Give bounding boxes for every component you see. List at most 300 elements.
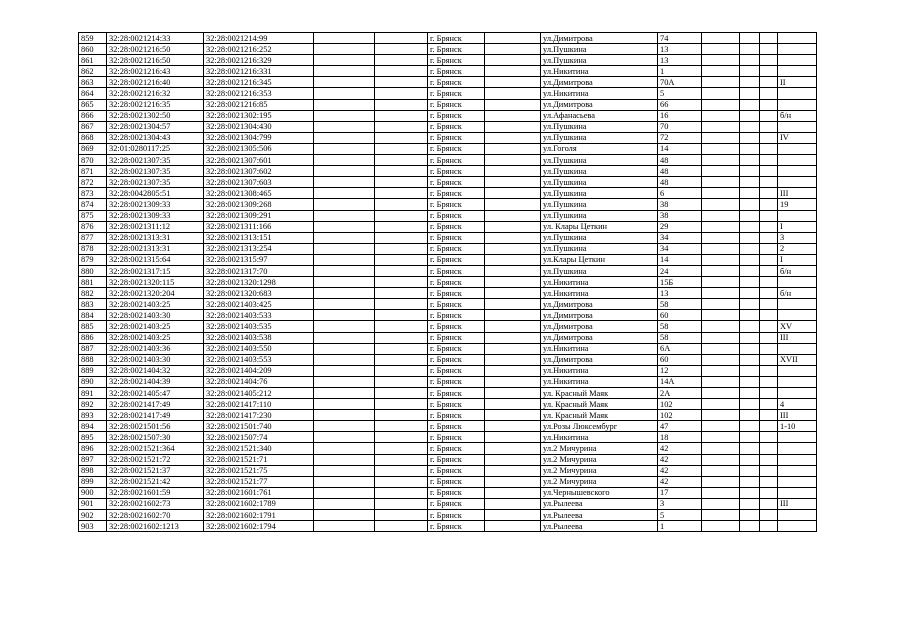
table-row: [79, 354, 817, 365]
house-number-cell: 70А: [658, 77, 702, 88]
empty-cell-f: [760, 432, 778, 443]
empty-cell-b: [375, 510, 428, 521]
city-cell: г. Брянск: [428, 443, 485, 454]
empty-cell-b: [375, 476, 428, 487]
table-row: [79, 465, 817, 476]
street-cell: ул.Пушкина: [541, 210, 658, 221]
object-cadastral-number-cell: 32:28:0021304:430: [204, 121, 314, 132]
premises-cell: [778, 155, 817, 166]
house-number-cell: 66: [658, 99, 702, 110]
empty-cell-a: [314, 421, 375, 432]
premises-cell: II: [778, 77, 817, 88]
empty-cell-d: [702, 243, 740, 254]
house-number-cell: 16: [658, 110, 702, 121]
premises-cell: [778, 376, 817, 387]
land-cadastral-number-cell: 32:28:0021521:42: [107, 476, 204, 487]
empty-cell-e: [740, 199, 760, 210]
row-number-cell: 867: [79, 121, 107, 132]
row-number-cell: 879: [79, 254, 107, 265]
empty-cell-d: [702, 66, 740, 77]
table-row: [79, 299, 817, 310]
premises-cell: [778, 88, 817, 99]
empty-cell-c: [485, 66, 541, 77]
empty-cell-d: [702, 77, 740, 88]
empty-cell-e: [740, 33, 760, 44]
empty-cell-c: [485, 188, 541, 199]
land-cadastral-number-cell: 32:28:0021404:39: [107, 376, 204, 387]
empty-cell-a: [314, 288, 375, 299]
empty-cell-a: [314, 332, 375, 343]
land-cadastral-number-cell: 32:28:0021602:1213: [107, 521, 204, 532]
house-number-cell: 14А: [658, 376, 702, 387]
empty-cell-f: [760, 277, 778, 288]
street-cell: ул.Рылеева: [541, 498, 658, 509]
premises-cell: XV: [778, 321, 817, 332]
empty-cell-d: [702, 399, 740, 410]
empty-cell-d: [702, 143, 740, 154]
empty-cell-f: [760, 77, 778, 88]
land-cadastral-number-cell: 32:28:0021403:25: [107, 332, 204, 343]
empty-cell-e: [740, 177, 760, 188]
table-row: [79, 498, 817, 509]
empty-cell-e: [740, 498, 760, 509]
empty-cell-d: [702, 210, 740, 221]
empty-cell-f: [760, 99, 778, 110]
empty-cell-c: [485, 465, 541, 476]
empty-cell-e: [740, 188, 760, 199]
object-cadastral-number-cell: 32:28:0021304:799: [204, 132, 314, 143]
object-cadastral-number-cell: 32:28:0021317:70: [204, 265, 314, 276]
row-number-cell: 889: [79, 365, 107, 376]
house-number-cell: 48: [658, 155, 702, 166]
city-cell: г. Брянск: [428, 421, 485, 432]
table-row: [79, 277, 817, 288]
premises-cell: [778, 510, 817, 521]
table-row: [79, 243, 817, 254]
empty-cell-b: [375, 177, 428, 188]
empty-cell-b: [375, 321, 428, 332]
empty-cell-f: [760, 44, 778, 55]
empty-cell-e: [740, 332, 760, 343]
street-cell: ул.Пушкина: [541, 188, 658, 199]
object-cadastral-number-cell: 32:28:0021307:602: [204, 166, 314, 177]
row-number-cell: 860: [79, 44, 107, 55]
city-cell: г. Брянск: [428, 399, 485, 410]
empty-cell-d: [702, 343, 740, 354]
object-cadastral-number-cell: 32:28:0021602:1794: [204, 521, 314, 532]
row-number-cell: 870: [79, 155, 107, 166]
table-row: [79, 332, 817, 343]
street-cell: ул.Никитина: [541, 365, 658, 376]
empty-cell-b: [375, 432, 428, 443]
city-cell: г. Брянск: [428, 288, 485, 299]
empty-cell-e: [740, 143, 760, 154]
empty-cell-c: [485, 365, 541, 376]
house-number-cell: 60: [658, 354, 702, 365]
empty-cell-b: [375, 132, 428, 143]
table-row: [79, 310, 817, 321]
land-cadastral-number-cell: 32:28:0021403:30: [107, 354, 204, 365]
empty-cell-b: [375, 443, 428, 454]
city-cell: г. Брянск: [428, 343, 485, 354]
city-cell: г. Брянск: [428, 321, 485, 332]
land-cadastral-number-cell: 32:28:0021307:35: [107, 177, 204, 188]
street-cell: ул.Димитрова: [541, 33, 658, 44]
empty-cell-a: [314, 376, 375, 387]
empty-cell-b: [375, 243, 428, 254]
empty-cell-e: [740, 288, 760, 299]
empty-cell-f: [760, 310, 778, 321]
object-cadastral-number-cell: 32:28:0021521:71: [204, 454, 314, 465]
premises-cell: [778, 33, 817, 44]
empty-cell-a: [314, 343, 375, 354]
street-cell: ул.Пушкина: [541, 166, 658, 177]
empty-cell-a: [314, 132, 375, 143]
street-cell: ул.Никитина: [541, 376, 658, 387]
empty-cell-a: [314, 388, 375, 399]
table-row: [79, 421, 817, 432]
object-cadastral-number-cell: 32:28:0021307:601: [204, 155, 314, 166]
table-row: [79, 99, 817, 110]
row-number-cell: 898: [79, 465, 107, 476]
empty-cell-f: [760, 66, 778, 77]
street-cell: ул.Никитина: [541, 66, 658, 77]
table-row: [79, 77, 817, 88]
empty-cell-b: [375, 288, 428, 299]
empty-cell-f: [760, 299, 778, 310]
house-number-cell: 38: [658, 199, 702, 210]
premises-cell: [778, 299, 817, 310]
table-row: [79, 88, 817, 99]
row-number-cell: 872: [79, 177, 107, 188]
empty-cell-d: [702, 188, 740, 199]
house-number-cell: 42: [658, 465, 702, 476]
city-cell: г. Брянск: [428, 332, 485, 343]
table-row: [79, 521, 817, 532]
empty-cell-e: [740, 44, 760, 55]
land-cadastral-number-cell: 32:28:0021521:37: [107, 465, 204, 476]
premises-cell: [778, 487, 817, 498]
object-cadastral-number-cell: 32:28:0021313:254: [204, 243, 314, 254]
premises-cell: 19: [778, 199, 817, 210]
empty-cell-a: [314, 254, 375, 265]
empty-cell-f: [760, 421, 778, 432]
property-register-table: [78, 32, 817, 532]
row-number-cell: 884: [79, 310, 107, 321]
street-cell: ул.2 Мичурина: [541, 443, 658, 454]
street-cell: ул.2 Мичурина: [541, 454, 658, 465]
table-row: [79, 288, 817, 299]
empty-cell-f: [760, 121, 778, 132]
table-row: [79, 365, 817, 376]
empty-cell-e: [740, 232, 760, 243]
empty-cell-a: [314, 210, 375, 221]
row-number-cell: 881: [79, 277, 107, 288]
premises-cell: [778, 343, 817, 354]
street-cell: ул.Рылеева: [541, 510, 658, 521]
land-cadastral-number-cell: 32:28:0021302:50: [107, 110, 204, 121]
city-cell: г. Брянск: [428, 354, 485, 365]
table-row: [79, 399, 817, 410]
empty-cell-c: [485, 88, 541, 99]
street-cell: ул.Димитрова: [541, 321, 658, 332]
premises-cell: [778, 44, 817, 55]
premises-cell: III: [778, 332, 817, 343]
row-number-cell: 890: [79, 376, 107, 387]
empty-cell-b: [375, 354, 428, 365]
land-cadastral-number-cell: 32:28:0021216:32: [107, 88, 204, 99]
empty-cell-c: [485, 232, 541, 243]
row-number-cell: 899: [79, 476, 107, 487]
empty-cell-a: [314, 77, 375, 88]
land-cadastral-number-cell: 32:28:0021417:49: [107, 410, 204, 421]
empty-cell-e: [740, 476, 760, 487]
row-number-cell: 903: [79, 521, 107, 532]
city-cell: г. Брянск: [428, 33, 485, 44]
premises-cell: б/н: [778, 110, 817, 121]
empty-cell-f: [760, 33, 778, 44]
empty-cell-a: [314, 521, 375, 532]
empty-cell-e: [740, 77, 760, 88]
empty-cell-d: [702, 121, 740, 132]
house-number-cell: 74: [658, 33, 702, 44]
land-cadastral-number-cell: 32:28:0021602:73: [107, 498, 204, 509]
street-cell: ул.Пушкина: [541, 199, 658, 210]
house-number-cell: 42: [658, 454, 702, 465]
empty-cell-a: [314, 321, 375, 332]
premises-cell: б/н: [778, 288, 817, 299]
object-cadastral-number-cell: 32:28:0021216:345: [204, 77, 314, 88]
land-cadastral-number-cell: 32:28:0021216:43: [107, 66, 204, 77]
city-cell: г. Брянск: [428, 99, 485, 110]
empty-cell-c: [485, 410, 541, 421]
document-page: [78, 32, 817, 532]
empty-cell-d: [702, 265, 740, 276]
empty-cell-c: [485, 166, 541, 177]
street-cell: ул.Пушкина: [541, 232, 658, 243]
empty-cell-f: [760, 399, 778, 410]
city-cell: г. Брянск: [428, 510, 485, 521]
empty-cell-b: [375, 454, 428, 465]
empty-cell-b: [375, 77, 428, 88]
row-number-cell: 871: [79, 166, 107, 177]
empty-cell-f: [760, 410, 778, 421]
row-number-cell: 875: [79, 210, 107, 221]
city-cell: г. Брянск: [428, 454, 485, 465]
empty-cell-e: [740, 121, 760, 132]
house-number-cell: 34: [658, 232, 702, 243]
city-cell: г. Брянск: [428, 476, 485, 487]
land-cadastral-number-cell: 32:28:0021307:35: [107, 155, 204, 166]
empty-cell-e: [740, 55, 760, 66]
premises-cell: [778, 166, 817, 177]
empty-cell-f: [760, 510, 778, 521]
house-number-cell: 6А: [658, 343, 702, 354]
house-number-cell: 3: [658, 498, 702, 509]
empty-cell-e: [740, 310, 760, 321]
table-body: [79, 33, 817, 532]
object-cadastral-number-cell: 32:28:0021302:195: [204, 110, 314, 121]
empty-cell-c: [485, 443, 541, 454]
empty-cell-f: [760, 199, 778, 210]
table-row: [79, 155, 817, 166]
empty-cell-f: [760, 132, 778, 143]
object-cadastral-number-cell: 32:28:0021501:740: [204, 421, 314, 432]
empty-cell-b: [375, 399, 428, 410]
city-cell: г. Брянск: [428, 166, 485, 177]
empty-cell-a: [314, 243, 375, 254]
empty-cell-d: [702, 376, 740, 387]
table-row: [79, 388, 817, 399]
empty-cell-f: [760, 288, 778, 299]
empty-cell-d: [702, 521, 740, 532]
street-cell: ул. Красный Маяк: [541, 399, 658, 410]
street-cell: ул.Пушкина: [541, 121, 658, 132]
house-number-cell: 47: [658, 421, 702, 432]
empty-cell-a: [314, 66, 375, 77]
land-cadastral-number-cell: 32:28:0021417:49: [107, 399, 204, 410]
empty-cell-f: [760, 332, 778, 343]
empty-cell-a: [314, 232, 375, 243]
house-number-cell: 2А: [658, 388, 702, 399]
land-cadastral-number-cell: 32:28:0021216:35: [107, 99, 204, 110]
empty-cell-e: [740, 66, 760, 77]
city-cell: г. Брянск: [428, 487, 485, 498]
empty-cell-d: [702, 166, 740, 177]
empty-cell-b: [375, 188, 428, 199]
empty-cell-e: [740, 166, 760, 177]
table-row: [79, 110, 817, 121]
row-number-cell: 880: [79, 265, 107, 276]
row-number-cell: 900: [79, 487, 107, 498]
object-cadastral-number-cell: 32:28:0021403:425: [204, 299, 314, 310]
city-cell: г. Брянск: [428, 254, 485, 265]
empty-cell-b: [375, 66, 428, 77]
land-cadastral-number-cell: 32:01:0280117:25: [107, 143, 204, 154]
table-row: [79, 454, 817, 465]
object-cadastral-number-cell: 32:28:0021403:535: [204, 321, 314, 332]
table-row: [79, 210, 817, 221]
empty-cell-d: [702, 254, 740, 265]
premises-cell: IV: [778, 132, 817, 143]
empty-cell-d: [702, 443, 740, 454]
empty-cell-c: [485, 476, 541, 487]
object-cadastral-number-cell: 32:28:0021403:533: [204, 310, 314, 321]
row-number-cell: 865: [79, 99, 107, 110]
street-cell: ул.Гоголя: [541, 143, 658, 154]
land-cadastral-number-cell: 32:28:0021403:25: [107, 321, 204, 332]
object-cadastral-number-cell: 32:28:0021404:76: [204, 376, 314, 387]
table-row: [79, 66, 817, 77]
empty-cell-a: [314, 166, 375, 177]
city-cell: г. Брянск: [428, 66, 485, 77]
object-cadastral-number-cell: 32:28:0021320:683: [204, 288, 314, 299]
empty-cell-a: [314, 221, 375, 232]
city-cell: г. Брянск: [428, 77, 485, 88]
empty-cell-c: [485, 343, 541, 354]
empty-cell-a: [314, 265, 375, 276]
house-number-cell: 17: [658, 487, 702, 498]
object-cadastral-number-cell: 32:28:0021521:77: [204, 476, 314, 487]
empty-cell-c: [485, 110, 541, 121]
empty-cell-c: [485, 221, 541, 232]
premises-cell: [778, 55, 817, 66]
empty-cell-d: [702, 421, 740, 432]
empty-cell-d: [702, 44, 740, 55]
empty-cell-e: [740, 243, 760, 254]
house-number-cell: 60: [658, 310, 702, 321]
premises-cell: [778, 365, 817, 376]
row-number-cell: 878: [79, 243, 107, 254]
house-number-cell: 18: [658, 432, 702, 443]
empty-cell-b: [375, 421, 428, 432]
street-cell: ул.Пушкина: [541, 55, 658, 66]
empty-cell-a: [314, 410, 375, 421]
empty-cell-b: [375, 110, 428, 121]
empty-cell-c: [485, 243, 541, 254]
empty-cell-c: [485, 376, 541, 387]
empty-cell-e: [740, 421, 760, 432]
house-number-cell: 42: [658, 476, 702, 487]
table-row: [79, 510, 817, 521]
house-number-cell: 13: [658, 55, 702, 66]
empty-cell-d: [702, 232, 740, 243]
object-cadastral-number-cell: 32:28:0021216:85: [204, 99, 314, 110]
city-cell: г. Брянск: [428, 155, 485, 166]
city-cell: г. Брянск: [428, 177, 485, 188]
city-cell: г. Брянск: [428, 498, 485, 509]
empty-cell-c: [485, 432, 541, 443]
empty-cell-b: [375, 498, 428, 509]
premises-cell: I: [778, 221, 817, 232]
empty-cell-c: [485, 44, 541, 55]
row-number-cell: 893: [79, 410, 107, 421]
empty-cell-f: [760, 521, 778, 532]
empty-cell-b: [375, 254, 428, 265]
city-cell: г. Брянск: [428, 88, 485, 99]
row-number-cell: 892: [79, 399, 107, 410]
empty-cell-f: [760, 210, 778, 221]
empty-cell-f: [760, 388, 778, 399]
house-number-cell: 6: [658, 188, 702, 199]
empty-cell-d: [702, 33, 740, 44]
empty-cell-e: [740, 254, 760, 265]
table-row: [79, 376, 817, 387]
table-row: [79, 321, 817, 332]
house-number-cell: 29: [658, 221, 702, 232]
object-cadastral-number-cell: 32:28:0021320:1298: [204, 277, 314, 288]
land-cadastral-number-cell: 32:28:0021404:32: [107, 365, 204, 376]
object-cadastral-number-cell: 32:28:0021403:550: [204, 343, 314, 354]
empty-cell-b: [375, 343, 428, 354]
empty-cell-a: [314, 277, 375, 288]
empty-cell-f: [760, 376, 778, 387]
table-row: [79, 476, 817, 487]
empty-cell-c: [485, 399, 541, 410]
row-number-cell: 902: [79, 510, 107, 521]
street-cell: ул.Никитина: [541, 277, 658, 288]
table-row: [79, 343, 817, 354]
empty-cell-e: [740, 277, 760, 288]
land-cadastral-number-cell: 32:28:0021313:31: [107, 243, 204, 254]
empty-cell-e: [740, 155, 760, 166]
empty-cell-f: [760, 55, 778, 66]
empty-cell-a: [314, 199, 375, 210]
empty-cell-d: [702, 88, 740, 99]
land-cadastral-number-cell: 32:28:0021309:33: [107, 210, 204, 221]
empty-cell-e: [740, 265, 760, 276]
table-row: [79, 232, 817, 243]
